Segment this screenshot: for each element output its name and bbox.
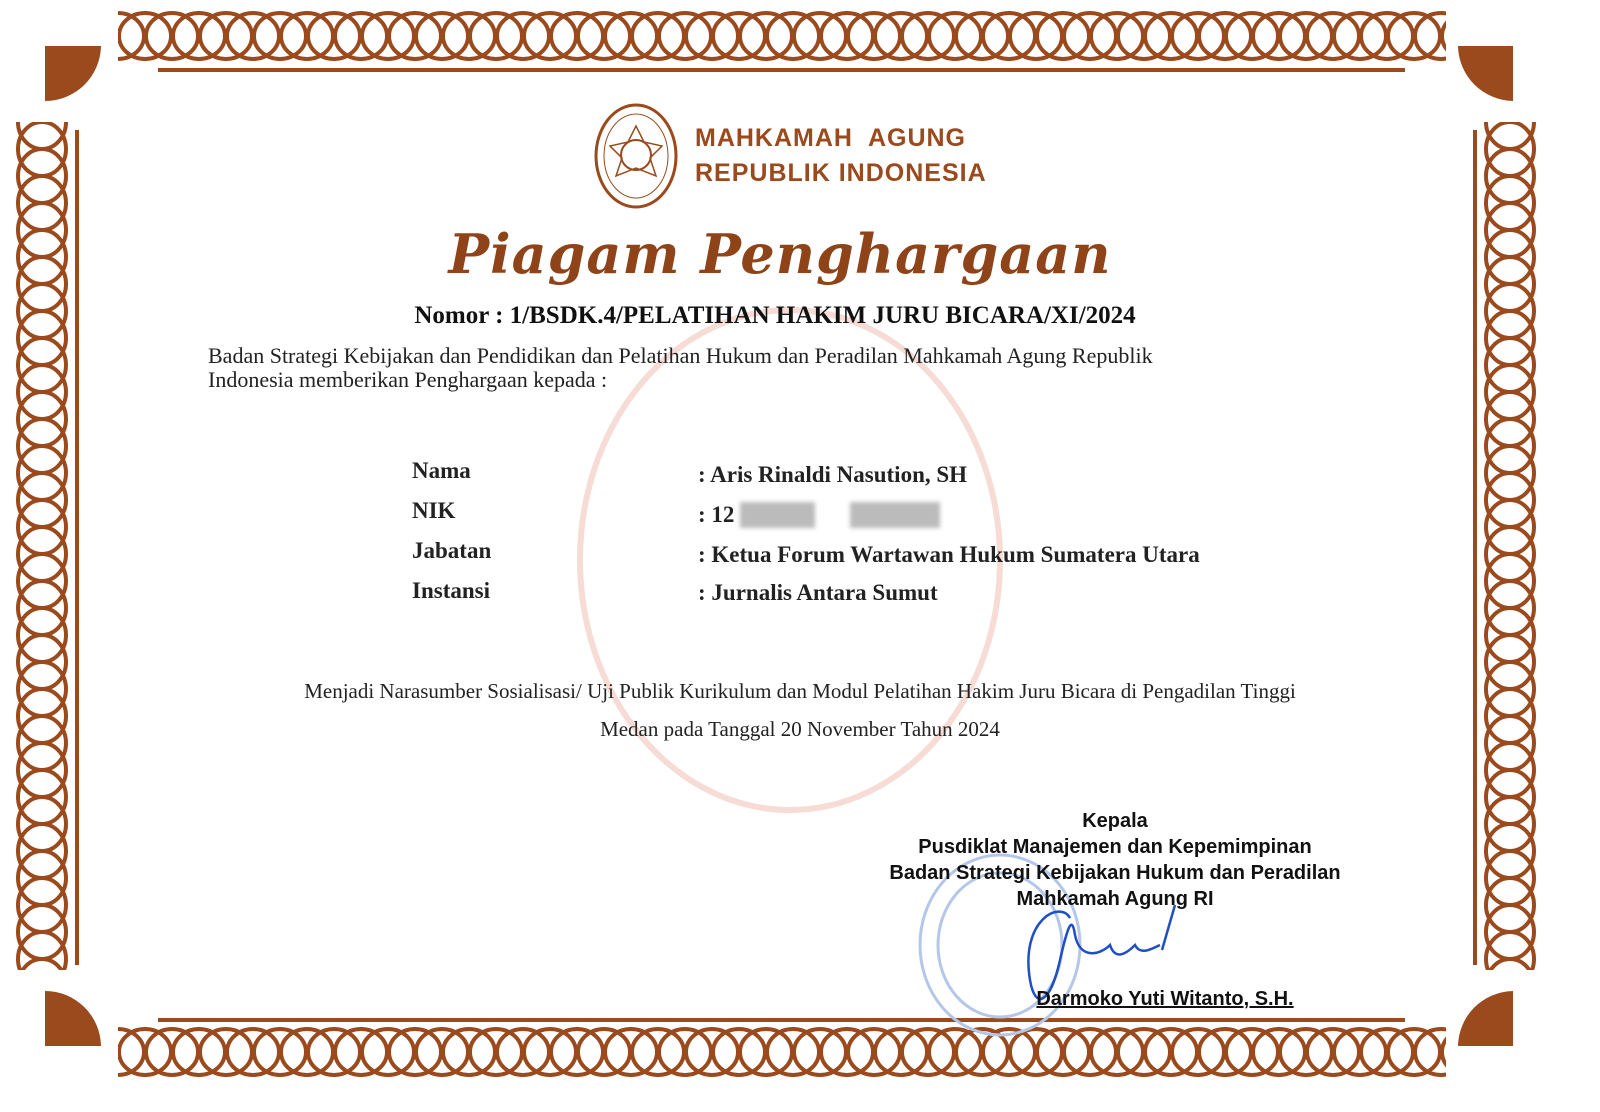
field-value-nik: : 12 (698, 502, 735, 527)
redacted-nik (850, 502, 940, 528)
certificate-number: Nomor : 1/BSDK.4/PELATIHAN HAKIM JURU BICARA/XI/2024 (414, 302, 1136, 329)
org-line-1: MAHKAMAH AGUNG (695, 124, 966, 152)
signatory-name: Darmoko Yuti Witanto, S.H. (1036, 988, 1294, 1010)
field-label-nama: Nama (412, 458, 471, 483)
field-value-nama: : Aris Rinaldi Nasution, SH (698, 462, 968, 487)
field-label-instansi: Instansi (412, 578, 490, 603)
intro-text (208, 344, 1408, 392)
signatory-unit: Pusdiklat Manajemen dan Kepemimpinan (918, 836, 1312, 858)
award-description (150, 672, 1450, 748)
signatory-institution: Mahkamah Agung RI (1016, 888, 1214, 910)
intro-line-1: Badan Strategi Kebijakan dan Pendidikan dan Pelatihan Hukum dan Peradilan Mahkamah Agung Republik (208, 343, 1153, 368)
description-line-2: Medan pada Tanggal 20 November Tahun 2024 (600, 717, 1000, 741)
intro-line-2: Indonesia memberikan Penghargaan kepada : (208, 367, 608, 392)
field-label-nik: NIK (412, 498, 456, 523)
field-value-jabatan: : Ketua Forum Wartawan Hukum Sumatera Utara (698, 542, 1200, 567)
signatory-agency: Badan Strategi Kebijakan Hukum dan Peradilan (889, 862, 1341, 884)
certificate-title: Piagam Penghargaan (448, 222, 1112, 286)
organization-name (695, 121, 987, 191)
field-label-jabatan: Jabatan (412, 538, 492, 563)
signatory-block (830, 808, 1400, 912)
mahkamah-agung-logo (596, 105, 676, 207)
field-value-instansi: : Jurnalis Antara Sumut (698, 580, 938, 605)
description-line-1: Menjadi Narasumber Sosialisasi/ Uji Publik Kurikulum dan Modul Pelatihan Hakim Juru Bicara di Pengadilan Tinggi (304, 679, 1296, 703)
redacted-nik (740, 502, 815, 528)
org-line-2: REPUBLIK INDONESIA (695, 159, 987, 187)
signatory-title: Kepala (1082, 810, 1148, 832)
